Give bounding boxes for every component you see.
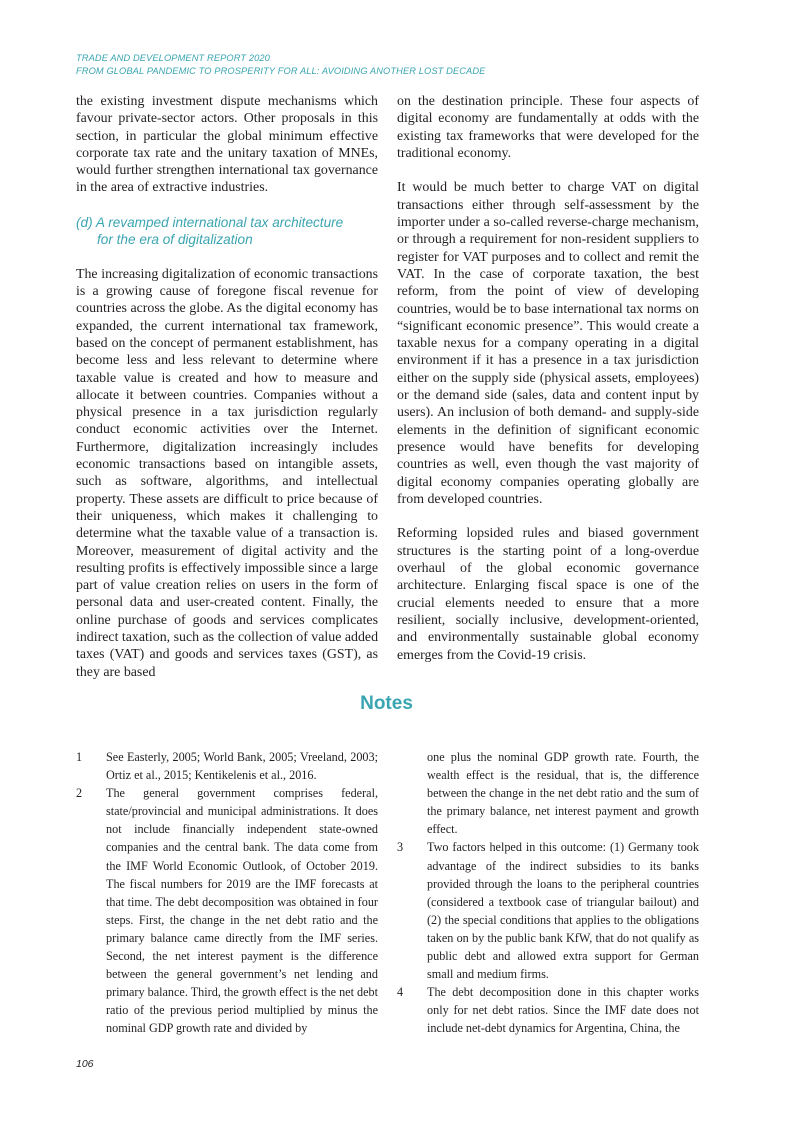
note-item <box>397 838 699 983</box>
running-header <box>76 52 716 77</box>
page-number: 106 <box>76 1058 94 1070</box>
note-item <box>76 748 378 784</box>
note-text: The general government comprises federal, state/provincial and municipal administrations. It does not include financially independent state-owned companies and the central bank. The data come from the IMF World Economic Outlook, of October 2019. The fiscal numbers for 2019 are the IMF forecasts at that time. The debt decomposition was obtained in four steps. First, the change in the net debt ratio and the primary balance came directly from the IMF series. Second, the net interest payment is the difference between the general government’s net lending and primary balance. Third, the growth effect is the net debt ratio of the previous period multiplied by minus the nominal GDP growth rate and divided by <box>106 786 378 1036</box>
paragraph: It would be much better to charge VAT on digital transactions either through self-assessment by the importer under a so-called reverse-charge mechanism, or through a requirement for non-resident suppliers to register for VAT purposes and to collect and remit the VAT. In the case of corporate taxation, the best reform, from the point of view of developing countries, would be to base international tax norms on “significant economic presence”. This would create a taxable nexus for a company operating in a digital environment if it has a presence in a tax jurisdiction either on the supply side (physical assets, employees) or the demand side (sales, data and content input by users). An inclusion of both demand- and supply-side elements in the definition of significant economic presence would have benefits for developing countries as well, even though the vast majority of digital economy companies operating globally are from developed countries. <box>397 180 699 507</box>
note-number: 1 <box>76 750 83 764</box>
note-text: one plus the nominal GDP growth rate. Fourth, the wealth effect is the residual, that is, the difference between the change in the net debt ratio and the sum of the primary balance, net interest payment and growth effect. <box>427 750 699 837</box>
notes-heading: Notes <box>360 693 413 714</box>
section-heading-line2: for the era of digitalization <box>97 232 253 248</box>
notes-column-right <box>397 748 699 1038</box>
note-item-continued <box>397 748 699 838</box>
note-item <box>397 983 699 1037</box>
body-column-right <box>397 93 699 664</box>
note-text: The debt decomposition done in this chapter works only for net debt ratios. Since the IMF date does not include net-debt dynamics for Argentina, China, the <box>427 985 699 1036</box>
paragraph: Reforming lopsided rules and biased government structures is the starting point of a long-overdue overhaul of the global economic governance architecture. Enlarging fiscal space is one of the crucial elements needed to ensure that a more resilient, socially inclusive, development-oriented, and environmentally sustainable global economy emerges from the Covid-19 crisis. <box>397 526 699 663</box>
paragraph: on the destination principle. These four aspects of digital economy are fundamentally at odds with the existing tax frameworks that were developed for the traditional economy. <box>397 94 699 161</box>
report-subtitle: FROM GLOBAL PANDEMIC TO PROSPERITY FOR ALL: AVOIDING ANOTHER LOST DECADE <box>76 65 486 76</box>
note-number: 3 <box>397 840 404 855</box>
paragraph: The increasing digitalization of economic transactions is a growing cause of foregone fiscal revenue for countries across the globe. As the digital economy has expanded, the current international tax framework, based on the concept of permanent establishment, has become less and less relevant to determine where taxable value is created and how to measure and allocate it between countries. Companies without a physical presence in a tax jurisdiction regularly conduct economic activities over the Internet. Furthermore, digitalization increasingly includes economic transactions based on intangible assets, such as software, algorithms, and intellectual property. These assets are difficult to price because of their uniqueness, which makes it challenging to determine what the taxable value of a transaction is. Moreover, measurement of digital activity and the resulting profits is effectively impossible since a large part of value creation relies on users in the form of personal data and user-created content. Finally, the online purchase of goods and services complicates indirect taxation, such as the collection of value added taxes (VAT) and goods and services taxes (GST), as they are based <box>76 266 379 680</box>
body-column-left <box>76 93 378 681</box>
note-item <box>76 784 378 1037</box>
report-title: TRADE AND DEVELOPMENT REPORT 2020 <box>76 53 270 63</box>
notes-column-left <box>76 748 378 1038</box>
paragraph: the existing investment dispute mechanisms which favour private-sector actors. Other proposals in this section, in particular the global minimum effective corporate tax rate and the unitary taxation of MNEs, would further strengthen international tax governance in the area of extractive industries. <box>76 94 378 196</box>
note-number: 4 <box>397 985 404 1000</box>
section-heading-line1: (d) A revamped international tax architecture <box>76 214 344 230</box>
note-text: See Easterly, 2005; World Bank, 2005; Vreeland, 2003; Ortiz et al., 2015; Kentikelenis et al., 2016. <box>106 750 378 783</box>
note-text: Two factors helped in this outcome: (1) Germany took advantage of the indirect subsidies to its banks provided through the loans to the peripheral countries (considered a textbook case of triangular bailout) and (2) the special conditions that applies to the obligations taken on by the public bank KfW, that do not qualify as public debt and allowed extra support for German small and medium firms. <box>427 840 699 982</box>
note-number: 2 <box>76 786 83 801</box>
section-heading <box>76 214 378 249</box>
